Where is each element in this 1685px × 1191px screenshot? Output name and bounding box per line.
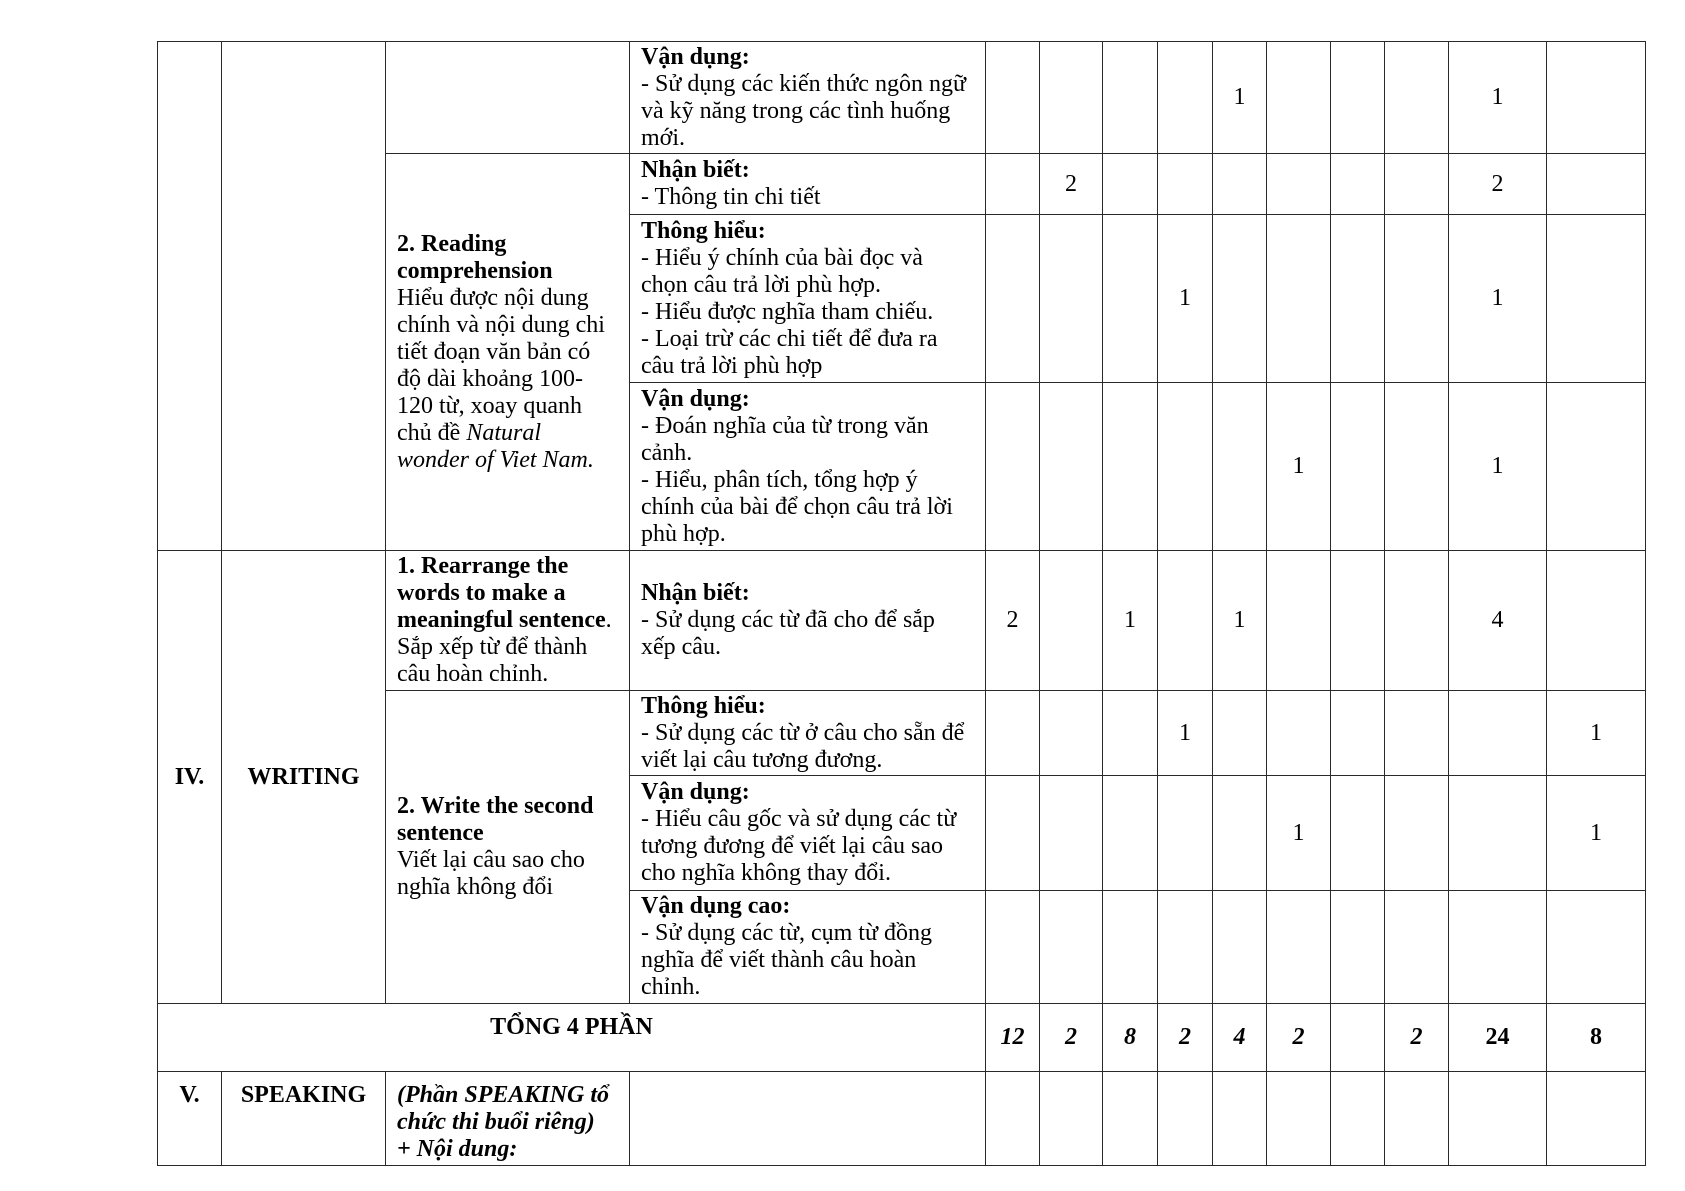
count-cell: 1	[1449, 42, 1546, 153]
content-title: 2. Reading comprehension	[397, 230, 553, 284]
content-cell	[386, 42, 629, 153]
count-cell	[986, 1072, 1039, 1165]
count-cell	[1267, 215, 1330, 382]
section-number-cell	[158, 42, 221, 550]
count-cell	[1103, 215, 1157, 382]
count-cell	[1103, 891, 1157, 1003]
count-cell: 2	[1040, 154, 1102, 214]
count-cell: 4	[1449, 551, 1546, 690]
level-label: Thông hiểu:	[641, 217, 766, 244]
section-number: V.	[158, 1072, 221, 1165]
count-cell	[1103, 383, 1157, 550]
speaking-note: (Phần SPEAKING tổ chức thi buổi riêng)	[397, 1082, 610, 1135]
count-cell	[1267, 891, 1330, 1003]
count-cell	[1040, 551, 1102, 690]
criteria-point: - Hiểu câu gốc và sử dụng các từ tương đương để viết lại câu sao cho nghĩa không thay đổi.	[641, 806, 957, 886]
level-label: Vận dụng:	[641, 43, 750, 70]
count-cell	[986, 383, 1039, 550]
count-cell: 1	[1158, 691, 1212, 775]
specification-table	[157, 41, 1646, 1166]
count-cell	[1267, 42, 1330, 153]
count-cell	[1385, 551, 1448, 690]
criteria-cell	[630, 42, 985, 153]
criteria-point: - Hiểu được nghĩa tham chiếu.	[641, 298, 934, 325]
count-cell	[1213, 891, 1266, 1003]
count-cell: 2	[986, 551, 1039, 690]
count-cell	[1331, 776, 1384, 890]
count-cell	[1158, 551, 1212, 690]
count-cell	[986, 891, 1039, 1003]
skill-name: SPEAKING	[222, 1072, 385, 1165]
count-cell	[986, 776, 1039, 890]
skill-name: WRITING	[222, 551, 385, 1003]
total-count-cell: 2	[1040, 1004, 1102, 1071]
count-cell	[986, 691, 1039, 775]
criteria-point: - Sử dụng các từ ở câu cho sẵn để viết lại câu tương đương.	[641, 719, 965, 773]
count-cell	[1547, 42, 1645, 153]
criteria-cell	[630, 154, 985, 214]
criteria-cell	[630, 891, 985, 1003]
count-cell	[1449, 776, 1546, 890]
total-count-cell: 2	[1385, 1004, 1448, 1071]
skill-cell	[222, 42, 385, 550]
level-label: Vận dụng:	[641, 779, 750, 805]
criteria-cell	[630, 776, 985, 890]
total-count-cell: 8	[1103, 1004, 1157, 1071]
count-cell	[1547, 383, 1645, 550]
count-cell	[1331, 891, 1384, 1003]
count-cell	[1547, 551, 1645, 690]
count-cell	[1040, 215, 1102, 382]
level-label: Thông hiểu:	[641, 692, 766, 719]
count-cell: 1	[1213, 551, 1266, 690]
count-cell	[1547, 154, 1645, 214]
count-cell	[1267, 691, 1330, 775]
count-cell	[1213, 154, 1266, 214]
count-cell	[1158, 42, 1212, 153]
count-cell: 1	[1267, 383, 1330, 550]
count-cell	[1158, 891, 1212, 1003]
speaking-note-cell	[386, 1072, 629, 1165]
content-description: Viết lại câu sao cho nghĩa không đổi	[397, 847, 585, 900]
count-cell	[1040, 383, 1102, 550]
content-title-text: 1. Rearrange the words to make a meaningful sentence	[397, 553, 606, 633]
count-cell	[1158, 1072, 1212, 1165]
count-cell: 1	[1103, 551, 1157, 690]
total-count-cell: 2	[1267, 1004, 1330, 1071]
count-cell	[986, 215, 1039, 382]
criteria-point: - Loại trừ các chi tiết để đưa ra câu trả lời phù hợp	[641, 325, 938, 379]
count-cell	[1449, 1072, 1546, 1165]
count-cell	[1267, 1072, 1330, 1165]
count-cell	[1267, 154, 1330, 214]
criteria-point: - Hiểu ý chính của bài đọc và chọn câu trả lời phù hợp.	[641, 244, 923, 298]
count-cell: 1	[1449, 215, 1546, 382]
count-cell	[986, 154, 1039, 214]
count-cell	[1385, 1072, 1448, 1165]
count-cell	[1385, 891, 1448, 1003]
count-cell	[1103, 154, 1157, 214]
level-label: Vận dụng:	[641, 385, 750, 412]
content-title-end: .	[605, 607, 612, 633]
count-cell: 1	[1547, 776, 1645, 890]
count-cell	[1331, 551, 1384, 690]
count-cell	[1158, 383, 1212, 550]
count-cell	[1331, 691, 1384, 775]
content-title	[397, 553, 617, 634]
criteria-point: - Hiểu, phân tích, tổng hợp ý chính của bài để chọn câu trả lời phù hợp.	[641, 466, 953, 547]
content-title: 2. Write the second sentence	[397, 793, 594, 846]
criteria-cell	[630, 691, 985, 775]
count-cell	[1547, 891, 1645, 1003]
reading-comprehension-cell	[386, 154, 629, 550]
criteria-point: - Đoán nghĩa của từ trong văn cảnh.	[641, 412, 929, 466]
count-cell: 1	[1547, 691, 1645, 775]
count-cell	[1040, 691, 1102, 775]
total-label: TỔNG 4 PHẦN	[158, 1004, 985, 1071]
level-label: Nhận biết:	[641, 157, 750, 183]
count-cell	[1385, 383, 1448, 550]
count-cell	[1213, 215, 1266, 382]
section-number: IV.	[158, 551, 221, 1003]
total-count-cell: 4	[1213, 1004, 1266, 1071]
count-cell	[1385, 776, 1448, 890]
count-cell	[1040, 1072, 1102, 1165]
count-cell	[1331, 1072, 1384, 1165]
write-second-sentence-cell	[386, 691, 629, 1003]
count-cell	[1385, 42, 1448, 153]
count-cell	[1385, 691, 1448, 775]
criteria-point: - Sử dụng các từ, cụm từ đồng nghĩa để viết thành câu hoàn chỉnh.	[641, 920, 932, 1000]
count-cell	[1331, 215, 1384, 382]
level-label: Vận dụng cao:	[641, 893, 791, 919]
count-cell	[1331, 42, 1384, 153]
count-cell	[1267, 551, 1330, 690]
speaking-content-label: + Nội dung:	[397, 1136, 518, 1162]
count-cell	[1213, 1072, 1266, 1165]
count-cell: 1	[1449, 383, 1546, 550]
criteria-point: - Sử dụng các từ đã cho để sắp xếp câu.	[641, 607, 935, 660]
rearrange-words-cell	[386, 551, 629, 690]
count-cell	[1158, 154, 1212, 214]
total-count-cell: 12	[986, 1004, 1039, 1071]
criteria-cell	[630, 215, 985, 382]
criteria-cell	[630, 551, 985, 690]
count-cell	[1213, 383, 1266, 550]
count-cell	[1547, 215, 1645, 382]
count-cell	[1213, 776, 1266, 890]
total-count-cell	[1331, 1004, 1384, 1071]
count-cell	[1547, 1072, 1645, 1165]
count-cell	[1449, 891, 1546, 1003]
count-cell	[986, 42, 1039, 153]
count-cell	[1385, 215, 1448, 382]
count-cell	[1213, 691, 1266, 775]
criteria-point: - Thông tin chi tiết	[641, 184, 821, 210]
content-description	[397, 285, 617, 474]
count-cell	[1040, 42, 1102, 153]
count-cell	[1103, 691, 1157, 775]
total-count-cell: 2	[1158, 1004, 1212, 1071]
count-cell	[1040, 776, 1102, 890]
count-cell	[1103, 1072, 1157, 1165]
criteria-cell	[630, 1072, 985, 1165]
count-cell: 1	[1213, 42, 1266, 153]
count-cell	[1331, 383, 1384, 550]
count-cell	[1331, 154, 1384, 214]
count-cell	[1103, 776, 1157, 890]
count-cell	[1158, 776, 1212, 890]
count-cell	[1040, 891, 1102, 1003]
content-description: Sắp xếp từ để thành câu hoàn chỉnh.	[397, 634, 588, 687]
count-cell: 1	[1158, 215, 1212, 382]
count-cell	[1385, 154, 1448, 214]
count-cell	[1449, 691, 1546, 775]
description-text: Hiểu được nội dung chính và nội dung chi tiết đoạn văn bản có độ dài khoảng 100-120 từ, xoay quanh chủ đề	[397, 284, 605, 446]
total-count-cell: 24	[1449, 1004, 1546, 1071]
level-label: Nhận biết:	[641, 580, 750, 606]
criteria-cell	[630, 383, 985, 550]
topic-text: Natural wonder of Viet Nam.	[397, 419, 594, 473]
count-cell: 1	[1267, 776, 1330, 890]
total-count-cell: 8	[1547, 1004, 1645, 1071]
count-cell	[1103, 42, 1157, 153]
criteria-point: - Sử dụng các kiến thức ngôn ngữ và kỹ năng trong các tình huống mới.	[641, 70, 966, 151]
count-cell: 2	[1449, 154, 1546, 214]
